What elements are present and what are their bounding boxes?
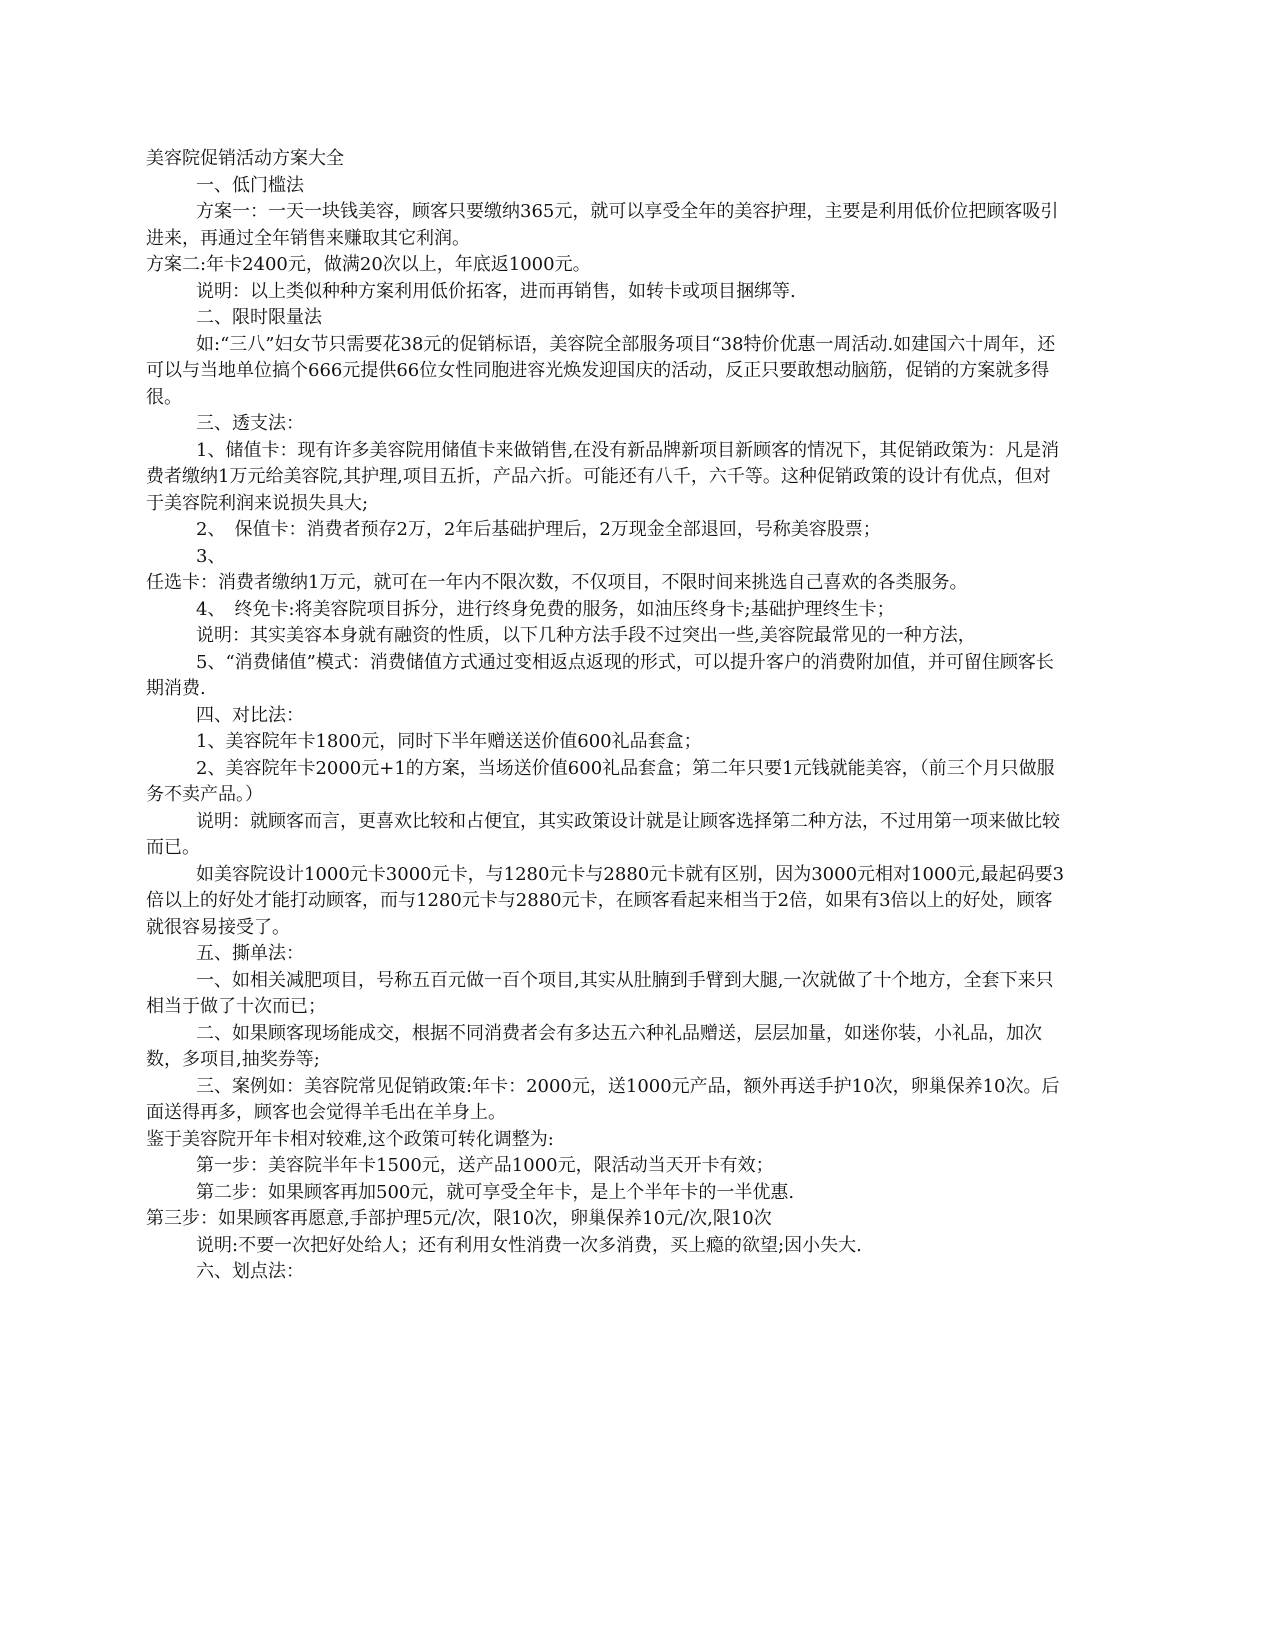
paragraph: 三、透支法：: [196, 413, 304, 434]
paragraph: 1、美容院年卡1800元，同时下半年赠送送价值600礼品套盒；: [196, 731, 702, 752]
document-page: [146, 146, 1066, 1286]
paragraph: 第三步：如果顾客再愿意,手部护理5元/次，限10次，卵巢保养10元/次,限10次: [146, 1208, 772, 1229]
paragraph: 一、如相关减肥项目，号称五百元做一百个项目,其实从肚腩到手臂到大腿,一次就做了十个地方，全套下来只相当于做了十次而已；: [146, 969, 1054, 1017]
paragraph: 说明：就顾客而言，更喜欢比较和占便宜，其实政策设计就是让顾客选择第二种方法，不过用第一项来做比较而已。: [146, 810, 1060, 858]
paragraph: 第一步：美容院半年卡1500元，送产品1000元，限活动当天开卡有效；: [196, 1155, 774, 1176]
paragraph: 二、如果顾客现场能成交，根据不同消费者会有多达五六种礼品赠送，层层加量，如迷你装，小礼品，加次数，多项目,抽奖券等;: [146, 1022, 1042, 1070]
paragraph: 说明:不要一次把好处给人；还有利用女性消费一次多消费，买上瘾的欲望;因小失大.: [196, 1234, 862, 1256]
paragraph: 二、限时限量法: [196, 307, 322, 328]
paragraph: 说明：以上类似种种方案利用低价拓客，进而再销售，如转卡或项目捆绑等.: [196, 280, 796, 302]
paragraph: 第二步：如果顾客再加500元，就可享受全年卡，是上个半年卡的一半优惠.: [196, 1181, 795, 1203]
paragraph: 3、: [196, 545, 226, 567]
paragraph: 四、对比法：: [196, 704, 304, 726]
paragraph: 一、低门槛法: [196, 174, 304, 196]
paragraph: 方案一：一天一块钱美容，顾客只要缴纳365元，就可以享受全年的美容护理，主要是利用低价位把顾客吸引进来，再通过全年销售来赚取其它利润。: [146, 201, 1059, 249]
paragraph: 方案二:年卡2400元，做满20次以上，年底返1000元。: [146, 254, 591, 275]
paragraph: 1、储值卡：现有许多美容院用储值卡来做销售,在没有新品牌新项目新顾客的情况下，其促销政策为：凡是消费者缴纳1万元给美容院,其护理,项目五折，产品六折。可能还有八千，六千等。这种促销政策的设计有优点，但对于美容院利润来说损失具大;: [146, 439, 1060, 514]
paragraph: 六、划点法：: [196, 1261, 304, 1282]
paragraph: 鉴于美容院开年卡相对较难,这个政策可转化调整为:: [146, 1128, 554, 1150]
paragraph: 5、“消费储值”模式：消费储值方式通过变相返点返现的形式，可以提升客户的消费附加值，并可留住顾客长期消费.: [146, 651, 1054, 699]
document-title: 美容院促销活动方案大全: [146, 148, 344, 169]
paragraph: 说明：其实美容本身就有融资的性质，以下几种方法手段不过突出一些,美容院最常见的一种方法，: [196, 625, 976, 646]
paragraph: 4、 终免卡:将美容院项目拆分，进行终身免费的服务，如油压终身卡;基础护理终生卡；: [196, 598, 895, 620]
document-body: [146, 173, 1066, 1286]
paragraph: 2、 保值卡：消费者预存2万，2年后基础护理后，2万现金全部退回，号称美容股票；: [196, 519, 881, 540]
paragraph: 任选卡：消费者缴纳1万元，就可在一年内不限次数，不仅项目，不限时间来挑选自己喜欢的各类服务。: [146, 572, 968, 593]
paragraph: 五、撕单法：: [196, 943, 304, 964]
paragraph: 2、美容院年卡2000元+1的方案，当场送价值600礼品套盒；第二年只要1元钱就能美容，（前三个月只做服务不卖产品。）: [146, 757, 1055, 805]
paragraph: 三、案例如：美容院常见促销政策:年卡：2000元，送1000元产品，额外再送手护10次，卵巢保养10次。后面送得再多，顾客也会觉得羊毛出在羊身上。: [146, 1075, 1060, 1123]
paragraph: 如:“三八”妇女节只需要花38元的促销标语，美容院全部服务项目“38特价优惠一周活动.如建国六十周年，还可以与当地单位搞个666元提供66位女性同胞进容光焕发迎国庆的活动，反正只要敢想动脑筋，促销的方案就多得很。: [146, 333, 1056, 408]
paragraph: 如美容院设计1000元卡3000元卡，与1280元卡与2880元卡就有区别，因为3000元相对1000元,最起码要3倍以上的好处才能打动顾客，而与1280元卡与2880元卡，在顾客看起来相当于2倍，如果有3倍以上的好处，顾客就很容易接受了。: [146, 863, 1065, 938]
